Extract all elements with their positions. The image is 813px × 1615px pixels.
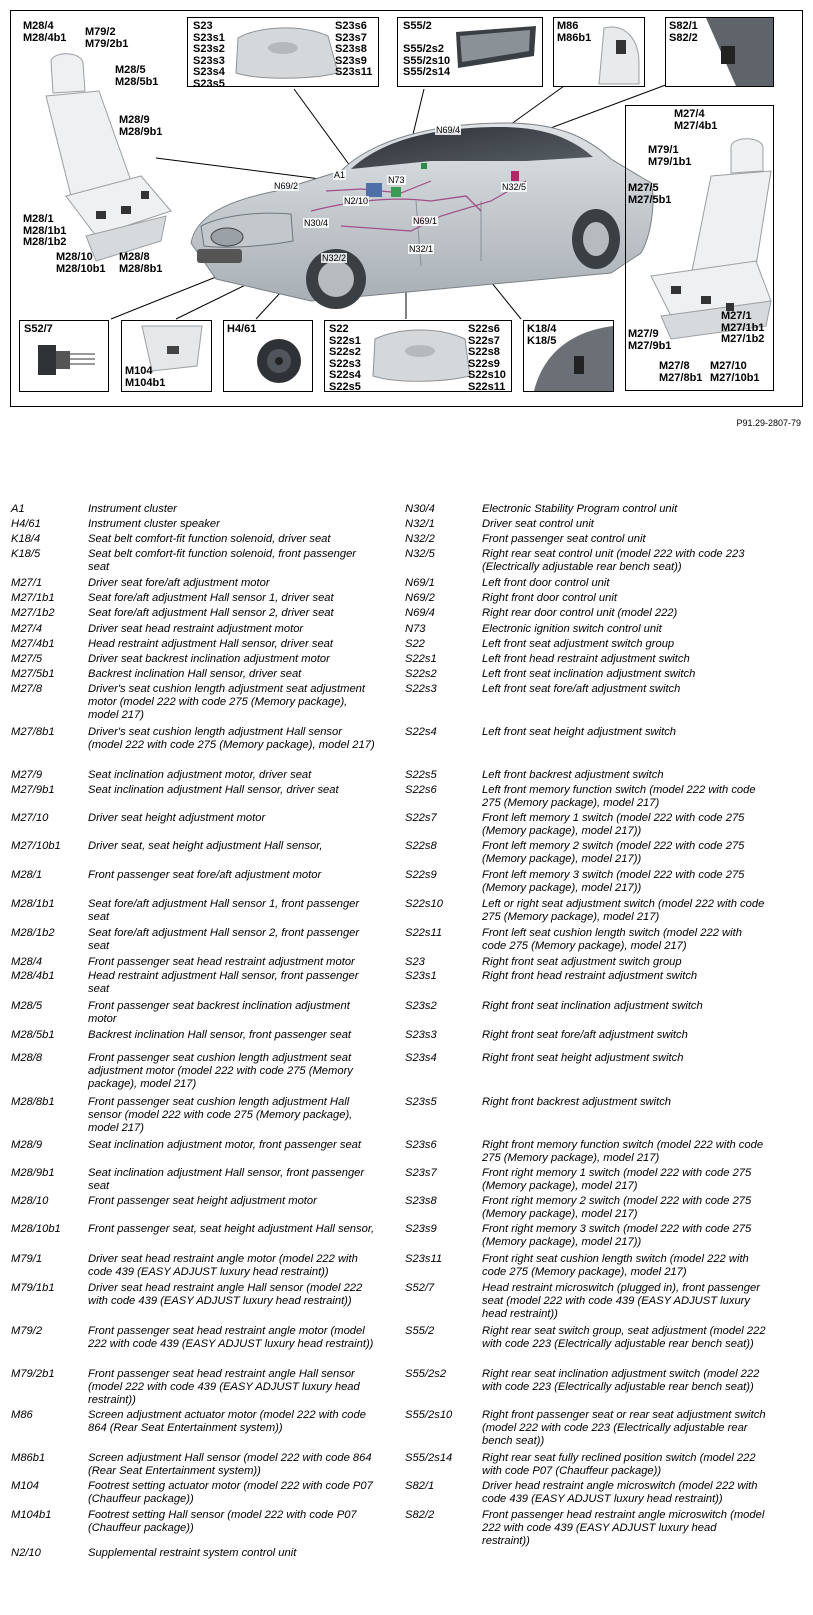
legend-description: Driver's seat cushion length adjustment Hall sensor (model 222 with code 275 (Memory package), model 217) <box>88 726 375 751</box>
legend-code: M104b1 <box>11 1509 52 1521</box>
legend-description: Seat inclination adjustment motor, front passenger seat <box>88 1139 362 1151</box>
legend-description: Screen adjustment Hall sensor (model 222 with code 864 (Rear Seat Entertainment system)) <box>88 1452 372 1477</box>
legend-code: M79/2 <box>11 1325 43 1337</box>
legend-description: Front right memory 1 switch (model 222 with code 275 (Memory package), model 217) <box>482 1167 752 1192</box>
legend-description: Driver head restraint angle microswitch (model 222 with code 439 (EASY ADJUST luxury head restraint)) <box>482 1480 758 1505</box>
legend-description: Footrest setting actuator motor (model 222 with code P07 (Chauffeur package)) <box>88 1480 373 1505</box>
driver-label-g6: M27/8 M27/8b1 <box>659 360 703 384</box>
legend-description: Driver seat, seat height adjustment Hall sensor, <box>88 840 323 852</box>
legend-description: Driver seat head restraint angle motor (model 222 with code 439 (EASY ADJUST luxury head restraint)) <box>88 1253 358 1278</box>
legend-description: Driver seat head restraint angle Hall sensor (model 222 with code 439 (EASY ADJUST luxury head restraint)) <box>88 1282 363 1307</box>
legend-code: M28/5 <box>11 1000 43 1012</box>
legend-description: Screen adjustment actuator motor (model 222 with code 864 (Rear Seat Entertainment system)) <box>88 1409 366 1434</box>
legend-code: M28/10 <box>11 1195 49 1207</box>
legend-code: S23s2 <box>405 1000 437 1012</box>
legend-code: S23s11 <box>405 1253 443 1265</box>
legend-description: Seat fore/aft adjustment Hall sensor 2, front passenger seat <box>88 927 360 952</box>
footrest-labels: M104 M104b1 <box>125 365 166 389</box>
legend-code: M86b1 <box>11 1452 46 1464</box>
legend-code: S23 <box>405 956 425 968</box>
legend-description: Seat belt comfort-fit function solenoid, front passenger seat <box>88 548 357 573</box>
figure-reference: P91.29-2807-79 <box>736 418 801 428</box>
legend-description: Left front seat adjustment switch group <box>482 638 675 650</box>
driver-label-g7: M27/10 M27/10b1 <box>710 360 760 384</box>
legend-description: Right rear seat control unit (model 222 with code 223 (Electrically adjustable rear bench seat)) <box>482 548 745 573</box>
legend-code: M27/9b1 <box>11 784 55 796</box>
legend-description: Front passenger seat head restraint angle Hall sensor (model 222 with code 439 (EASY ADJUST luxury head restraint)) <box>88 1368 360 1406</box>
legend-description: Front left memory 3 switch (model 222 with code 275 (Memory package), model 217)) <box>482 869 745 894</box>
legend-description: Front passenger seat head restraint adjustment motor <box>88 956 355 968</box>
legend-code: S22s6 <box>405 784 437 796</box>
legend-code: S22s1 <box>405 653 437 665</box>
legend-code: M27/1b1 <box>11 592 55 604</box>
callout-n2-10: N2/10 <box>344 196 369 206</box>
legend-code: M28/8 <box>11 1052 43 1064</box>
legend-description: Electronic Stability Program control unit <box>482 503 678 515</box>
passenger-label-g2: M79/2 M79/2b1 <box>85 26 129 50</box>
passenger-label-g6: M28/10 M28/10b1 <box>56 251 106 275</box>
callout-n32-5: N32/5 <box>502 182 527 192</box>
legend-description: Front right memory 2 switch (model 222 with code 275 (Memory package), model 217) <box>482 1195 752 1220</box>
legend-description: Right front head restraint adjustment switch <box>482 970 698 982</box>
legend-code: M28/4 <box>11 956 43 968</box>
driver-label-g3: M27/5 M27/5b1 <box>628 182 672 206</box>
legend-code: N73 <box>405 623 426 635</box>
legend-code: S82/1 <box>405 1480 435 1492</box>
legend-description: Right front seat fore/aft adjustment switch <box>482 1029 688 1041</box>
legend-description: Driver seat control unit <box>482 518 594 530</box>
legend-code: M27/4b1 <box>11 638 55 650</box>
legend-description: Seat fore/aft adjustment Hall sensor 1, front passenger seat <box>88 898 360 923</box>
legend-description: Right front memory function switch (model 222 with code 275 (Memory package), model 217) <box>482 1139 764 1164</box>
front-switch-labels-left: S22 S22s1 S22s2 S22s3 S22s4 S22s5 <box>329 323 361 392</box>
driver-label-g4: M27/9 M27/9b1 <box>628 328 672 352</box>
legend-code: N32/5 <box>405 548 435 560</box>
legend-code: M27/5 <box>11 653 43 665</box>
legend-description: Driver seat height adjustment motor <box>88 812 266 824</box>
legend-code: N69/1 <box>405 577 435 589</box>
legend-code: S22s2 <box>405 668 437 680</box>
callout-n73: N73 <box>388 175 405 185</box>
passenger-label-g5: M28/1 M28/1b1 M28/1b2 <box>23 213 67 249</box>
legend-code: M27/8b1 <box>11 726 55 738</box>
legend-code: M27/1b2 <box>11 607 55 619</box>
legend-description: Seat inclination adjustment Hall sensor, front passenger seat <box>88 1167 365 1192</box>
legend-description: Driver seat fore/aft adjustment motor <box>88 577 270 589</box>
legend-code: M86 <box>11 1409 33 1421</box>
legend-code: S23s3 <box>405 1029 437 1041</box>
legend-description: Right rear seat switch group, seat adjustment (model 222 with code 223 (Electrically adjustable rear bench seat)) <box>482 1325 766 1350</box>
legend-description: Front passenger seat height adjustment motor <box>88 1195 317 1207</box>
legend-description: Left front seat fore/aft adjustment switch <box>482 683 681 695</box>
legend-code: S22s5 <box>405 769 437 781</box>
driver-label-g5: M27/1 M27/1b1 M27/1b2 <box>721 310 765 346</box>
callout-n69-4: N69/4 <box>436 125 461 135</box>
legend-description: Left front head restraint adjustment switch <box>482 653 690 665</box>
legend-description: Front passenger seat cushion length adjustment Hall sensor (model 222 with code 275 (Memory package), model 217) <box>88 1096 353 1134</box>
legend-description: Right front seat height adjustment switch <box>482 1052 684 1064</box>
legend-description: Front left seat cushion length switch (model 222 with code 275 (Memory package), model 217) <box>482 927 742 952</box>
legend-code: M27/4 <box>11 623 43 635</box>
legend-description: Front passenger seat cushion length adjustment seat adjustment motor (model 222 with code 275 (Memory package), model 217) <box>88 1052 353 1090</box>
legend-code: M27/1 <box>11 577 43 589</box>
legend-description: Backrest inclination Hall sensor, front passenger seat <box>88 1029 352 1041</box>
legend-code: M27/9 <box>11 769 43 781</box>
legend-description: Front right memory 3 switch (model 222 with code 275 (Memory package), model 217)) <box>482 1223 752 1248</box>
legend-code: S55/2s2 <box>405 1368 447 1380</box>
legend-code: M28/10b1 <box>11 1223 61 1235</box>
legend-description: Right front backrest adjustment switch <box>482 1096 672 1108</box>
legend-code: S82/2 <box>405 1509 435 1521</box>
legend-code: S22s8 <box>405 840 437 852</box>
legend-description: Front passenger seat head restraint angle motor (model 222 with code 439 (EASY ADJUST luxury head restraint)) <box>88 1325 374 1350</box>
legend-description: Head restraint adjustment Hall sensor, front passenger seat <box>88 970 359 995</box>
legend-code: S55/2s14 <box>405 1452 453 1464</box>
legend-code: S22s9 <box>405 869 437 881</box>
legend-code: S23s5 <box>405 1096 437 1108</box>
callout-a1: A1 <box>334 170 346 180</box>
legend-description: Right front door control unit <box>482 592 617 604</box>
legend-description: Right front seat inclination adjustment switch <box>482 1000 703 1012</box>
legend-description: Supplemental restraint system control unit <box>88 1547 297 1559</box>
legend-description: Left front backrest adjustment switch <box>482 769 664 781</box>
legend-code: S22s4 <box>405 726 437 738</box>
passenger-label-g3: M28/5 M28/5b1 <box>115 64 159 88</box>
legend-description: Head restraint adjustment Hall sensor, driver seat <box>88 638 333 650</box>
legend-description: Seat belt comfort-fit function solenoid, driver seat <box>88 533 331 545</box>
s52-label: S52/7 <box>24 323 53 335</box>
legend-description: Front left memory 2 switch (model 222 with code 275 (Memory package), model 217)) <box>482 840 745 865</box>
legend-description: Right rear seat fully reclined position switch (model 222 with code P07 (Chauffeur package)) <box>482 1452 756 1477</box>
rear-switch-labels-left: S23 S23s1 S23s2 S23s3 S23s4 S23s5 <box>193 20 225 87</box>
legend-code: K18/5 <box>11 548 41 560</box>
legend-code: M27/10 <box>11 812 49 824</box>
legend-code: S55/2s10 <box>405 1409 453 1421</box>
legend-code: N2/10 <box>11 1547 41 1559</box>
legend-code: S22s10 <box>405 898 443 910</box>
legend-description: Right rear seat inclination adjustment switch (model 222 with code 223 (Electrically adjustable rear bench seat)) <box>482 1368 760 1393</box>
legend-code: S23s9 <box>405 1223 437 1235</box>
legend-description: Footrest setting Hall sensor (model 222 with code P07 (Chauffeur package)) <box>88 1509 357 1534</box>
legend-description: Front passenger head restraint angle microswitch (model 222 with code 439 (EASY ADJUST luxury head restraint)) <box>482 1509 765 1547</box>
legend-code: N32/2 <box>405 533 435 545</box>
passenger-label-g4: M28/9 M28/9b1 <box>119 114 163 138</box>
legend-description: Seat inclination adjustment Hall sensor, driver seat <box>88 784 339 796</box>
legend-description: Left front memory function switch (model 222 with code 275 (Memory package), model 217) <box>482 784 756 809</box>
legend-description: Front passenger seat fore/aft adjustment motor <box>88 869 322 881</box>
legend-code: S22s3 <box>405 683 437 695</box>
legend-code: N30/4 <box>405 503 435 515</box>
legend-code: S23s7 <box>405 1167 437 1179</box>
legend-description: Left or right seat adjustment switch (model 222 with code 275 (Memory package), model 217) <box>482 898 765 923</box>
legend-description: Front passenger seat, seat height adjustment Hall sensor, <box>88 1223 375 1235</box>
driver-label-g2: M79/1 M79/1b1 <box>648 144 692 168</box>
callout-n30-4: N30/4 <box>304 218 329 228</box>
solenoid-labels: K18/4 K18/5 <box>527 323 557 347</box>
legend-description: Front passenger seat backrest inclination adjustment motor <box>88 1000 350 1025</box>
legend-description: Seat fore/aft adjustment Hall sensor 2, driver seat <box>88 607 334 619</box>
legend-code: M28/9b1 <box>11 1167 55 1179</box>
legend-code: S23s6 <box>405 1139 437 1151</box>
legend-description: Right rear door control unit (model 222) <box>482 607 678 619</box>
legend-code: N69/4 <box>405 607 435 619</box>
legend-description: Front passenger seat control unit <box>482 533 646 545</box>
legend-code: M28/9 <box>11 1139 43 1151</box>
legend-description: Right front seat adjustment switch group <box>482 956 682 968</box>
rear-switch-labels-right: S23s6 S23s7 S23s8 S23s9 S23s11 <box>335 20 373 79</box>
passenger-label-g1: M28/4 M28/4b1 <box>23 20 67 44</box>
legend-description: Front right seat cushion length switch (model 222 with code 275 (Memory package), model 217) <box>482 1253 749 1278</box>
legend-code: M27/8 <box>11 683 43 695</box>
legend-code: K18/4 <box>11 533 41 545</box>
legend-description: Driver seat head restraint adjustment motor <box>88 623 304 635</box>
rear-bench-labels: S55/2 S55/2s2 S55/2s10 S55/2s14 <box>403 20 451 79</box>
legend-description: Seat fore/aft adjustment Hall sensor 1, driver seat <box>88 592 334 604</box>
legend-code: M28/5b1 <box>11 1029 55 1041</box>
callout-n69-2: N69/2 <box>274 181 299 191</box>
legend-code: M28/1 <box>11 869 43 881</box>
legend-description: Instrument cluster speaker <box>88 518 220 530</box>
legend-code: M28/8b1 <box>11 1096 55 1108</box>
legend-code: M28/4b1 <box>11 970 55 982</box>
screen-labels: M86 M86b1 <box>557 20 592 44</box>
legend-code: M79/2b1 <box>11 1368 55 1380</box>
legend-code: S52/7 <box>405 1282 435 1294</box>
legend-description: Seat inclination adjustment motor, driver seat <box>88 769 312 781</box>
callout-n32-2: N32/2 <box>322 253 347 263</box>
legend-code: S55/2 <box>405 1325 435 1337</box>
legend-description: Driver seat backrest inclination adjustment motor <box>88 653 330 665</box>
legend-description: Driver's seat cushion length adjustment seat adjustment motor (model 222 with code 275 (Memory package), model 217) <box>88 683 365 721</box>
legend-description: Backrest inclination Hall sensor, driver seat <box>88 668 302 680</box>
legend-code: S23s1 <box>405 970 437 982</box>
legend-code: M104 <box>11 1480 39 1492</box>
legend-code: M79/1 <box>11 1253 43 1265</box>
legend-code: A1 <box>11 503 25 515</box>
legend-code: S22s7 <box>405 812 437 824</box>
legend-code: N32/1 <box>405 518 435 530</box>
legend-description: Left front door control unit <box>482 577 610 589</box>
legend-description: Electronic ignition switch control unit <box>482 623 662 635</box>
callout-n32-1: N32/1 <box>409 244 434 254</box>
legend-code: S23s4 <box>405 1052 437 1064</box>
legend-code: M27/5b1 <box>11 668 55 680</box>
legend-code: S23s8 <box>405 1195 437 1207</box>
microswitch-labels: S82/1 S82/2 <box>669 20 698 44</box>
legend-code: S22s11 <box>405 927 443 939</box>
legend-description: Left front seat inclination adjustment switch <box>482 668 696 680</box>
legend-code: M79/1b1 <box>11 1282 55 1294</box>
legend-code: S22 <box>405 638 425 650</box>
legend-code: M28/1b2 <box>11 927 55 939</box>
front-switch-labels-right: S22s6 S22s7 S22s8 S22s9 S22s10 S22s11 <box>468 323 506 392</box>
driver-label-g1: M27/4 M27/4b1 <box>674 108 718 132</box>
legend-code: H4/61 <box>11 518 41 530</box>
callout-n69-1: N69/1 <box>413 216 438 226</box>
legend-description: Left front seat height adjustment switch <box>482 726 677 738</box>
passenger-label-g7: M28/8 M28/8b1 <box>119 251 163 275</box>
legend-code: N69/2 <box>405 592 435 604</box>
legend-code: M27/10b1 <box>11 840 61 852</box>
speaker-label: H4/61 <box>227 323 257 335</box>
legend-code: M28/1b1 <box>11 898 55 910</box>
legend-description: Right front passenger seat or rear seat adjustment switch (model 222 with code 223 (Electrically adjustable rear bench seat)) <box>482 1409 766 1447</box>
legend-description: Head restraint microswitch (plugged in), front passenger seat (model 222 with code 439 (EASY ADJUST luxury head restraint)) <box>482 1282 760 1320</box>
legend-description: Front left memory 1 switch (model 222 with code 275 (Memory package), model 217)) <box>482 812 745 837</box>
legend-description: Instrument cluster <box>88 503 177 515</box>
